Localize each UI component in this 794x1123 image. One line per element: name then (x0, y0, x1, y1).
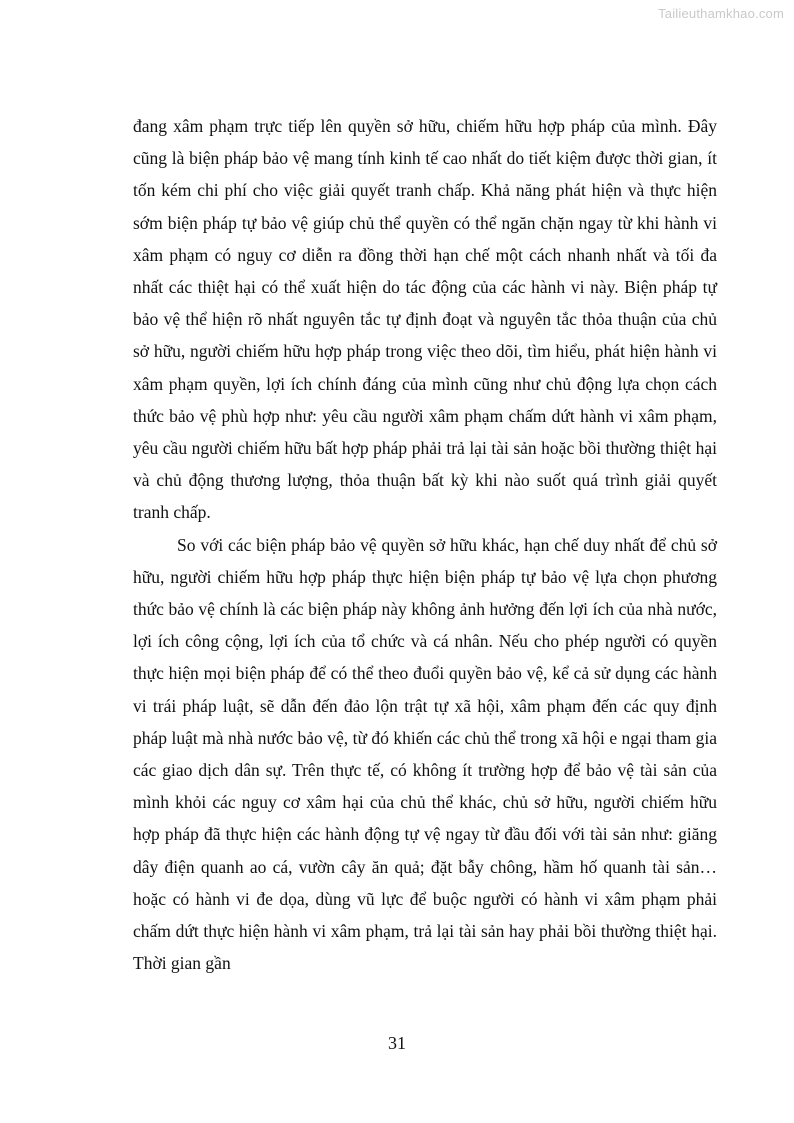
paragraph-2: So với các biện pháp bảo vệ quyền sở hữu khác, hạn chế duy nhất để chủ sở hữu, người chiếm hữu hợp pháp thực hiện biện pháp tự bảo vệ lựa chọn phương thức bảo vệ chính là các biện pháp này không ảnh hưởng đến lợi ích của nhà nước, lợi ích công cộng, lợi ích của tổ chức và cá nhân. Nếu cho phép người có quyền thực hiện mọi biện pháp để có thể theo đuổi quyền bảo vệ, kể cả sử dụng các hành vi trái pháp luật, sẽ dẫn đến đảo lộn trật tự xã hội, xâm phạm đến các quy định pháp luật mà nhà nước bảo vệ, từ đó khiến các chủ thể trong xã hội e ngại tham gia các giao dịch dân sự. Trên thực tế, có không ít trường hợp để bảo vệ tài sản của mình khỏi các nguy cơ xâm hại của chủ thể khác, chủ sở hữu, người chiếm hữu hợp pháp đã thực hiện các hành động tự vệ ngay từ đầu đối với tài sản như: giăng dây điện quanh ao cá, vườn cây ăn quả; đặt bẫy chông, hầm hố quanh tài sản… hoặc có hành vi đe dọa, dùng vũ lực để buộc người có hành vi xâm phạm phải chấm dứt thực hiện hành vi xâm phạm, trả lại tài sản hay phải bồi thường thiệt hại. Thời gian gần (133, 534, 717, 974)
watermark: Tailieuthamkhao.com (658, 6, 784, 21)
paragraph-1: đang xâm phạm trực tiếp lên quyền sở hữu, chiếm hữu hợp pháp của mình. Đây cũng là biện pháp bảo vệ mang tính kinh tế cao nhất do tiết kiệm được thời gian, ít tốn kém chi phí cho việc giải quyết tranh chấp. Khả năng phát hiện và thực hiện sớm biện pháp tự bảo vệ giúp chủ thể quyền có thể ngăn chặn ngay từ khi hành vi xâm phạm có nguy cơ diễn ra đồng thời hạn chế một cách nhanh nhất và tối đa nhất các thiệt hại có thể xuất hiện do tác động của các hành vi này. Biện pháp tự bảo vệ thể hiện rõ nhất nguyên tắc tự định đoạt và nguyên tắc thỏa thuận của chủ sở hữu, người chiếm hữu hợp pháp trong việc theo dõi, tìm hiểu, phát hiện hành vi xâm phạm quyền, lợi ích chính đáng của mình cũng như chủ động lựa chọn cách thức bảo vệ phù hợp như: yêu cầu người xâm phạm chấm dứt hành vi xâm phạm, yêu cầu người chiếm hữu bất hợp pháp phải trả lại tài sản hoặc bồi thường thiệt hại và chủ động thương lượng, thỏa thuận bất kỳ khi nào suốt quá trình giải quyết tranh chấp. (133, 116, 717, 523)
body-text (133, 110, 717, 979)
page-number: 31 (388, 1033, 406, 1053)
